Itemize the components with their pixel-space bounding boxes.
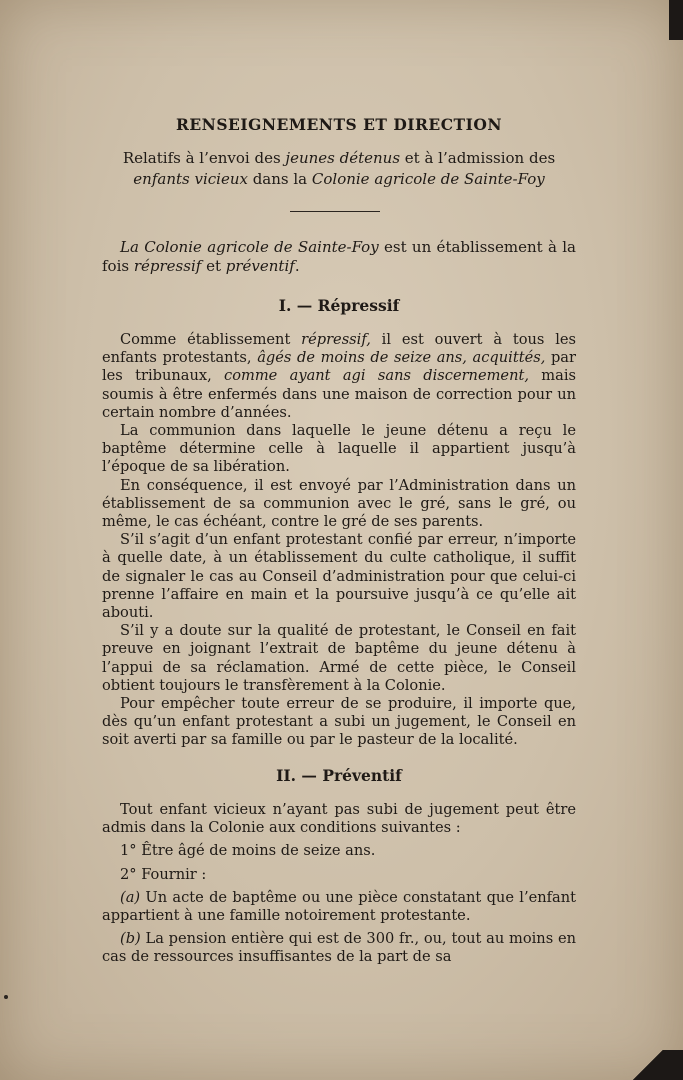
paragraph: Tout enfant vicieux n’ayant pas subi de jugement peut être admis dans la Colonie aux conditions suivantes :: [102, 801, 576, 837]
section-body-repressif: [102, 331, 576, 750]
section-body-preventif: [102, 801, 576, 972]
list-item: 1° Être âgé de moins de seize ans.: [120, 842, 376, 860]
paragraph: En conséquence, il est envoyé par l’Administration dans un établissement de sa communion avec le gré, sans le gré, ou même, le cas échéant, contre le gré de ses parents.: [102, 476, 576, 531]
intro-italic: La Colonie agricole de Sainte-Foy: [120, 238, 379, 256]
intro-italic: préventif: [225, 257, 295, 275]
intro-text: .: [294, 257, 300, 275]
list-item-label: (b): [120, 930, 141, 948]
paragraph: Pour empêcher toute erreur de se produire, il importe que, dès qu’un enfant protestant a subi un jugement, le Conseil en soit averti par sa famille ou par le pasteur de la localité.: [102, 695, 576, 749]
page-subtitle: [102, 148, 576, 190]
paragraph-italic: répressif,: [301, 331, 371, 348]
paragraph-text: il est ouvert à tous les enfants protestants,: [102, 331, 576, 367]
section-heading-repressif: I. — Répressif: [278, 296, 400, 315]
subtitle-text: Relatifs à l’envoi des: [122, 149, 286, 167]
intro-text: est un établissement à la fois: [102, 238, 576, 275]
list-item: 2° Fournir :: [120, 865, 207, 883]
paragraph-italic: comme ayant agi sans discernement,: [224, 367, 529, 385]
intro-paragraph: [102, 238, 576, 276]
intro-text: et: [201, 257, 226, 275]
list-item-text: La pension entière qui est de 300 fr., ou, tout au moins en cas de ressources insuffisantes de la part de sa: [102, 930, 576, 966]
paragraph-text: Comme établissement: [120, 331, 302, 348]
subtitle-text: et à l’admission des: [400, 149, 556, 167]
page-title: RENSEIGNEMENTS ET DIRECTION: [175, 115, 503, 134]
paragraph-text: mais soumis à être enfermés dans une maison de correction pour un certain nombre d’années.: [102, 367, 576, 421]
subtitle-italic: enfants vicieux: [133, 170, 248, 188]
paragraph: S’il s’agit d’un enfant protestant confié par erreur, n’importe à quelle date, à un établissement du culte catholique, il suffit de signaler le cas au Conseil d’administration pour que celui-ci prenne l’affaire en main et la poursuive jusqu’à ce qu’elle ait abouti.: [102, 531, 576, 622]
list-item-label: (a): [120, 888, 141, 906]
paragraph: La communion dans laquelle le jeune détenu a reçu le baptême détermine celle à laquelle il appartient jusqu’à l’époque de sa libération.: [102, 422, 576, 476]
list-item: [102, 930, 576, 966]
paragraph: [102, 331, 576, 422]
intro-italic: répressif: [133, 257, 202, 275]
subtitle-text: dans la: [247, 170, 312, 188]
list-item: [102, 889, 576, 925]
paragraph-italic: âgés de moins de seize ans, acquittés,: [257, 349, 546, 367]
subtitle-italic: jeunes détenus: [285, 149, 401, 167]
title-divider: [290, 211, 380, 212]
page-edge-shadow: [669, 0, 683, 40]
subtitle-italic: Colonie agricole de Sainte-Foy: [311, 170, 545, 188]
paragraph: S’il y a doute sur la qualité de protestant, le Conseil en fait preuve en joignant l’extrait de baptême du jeune détenu à l’appui de sa réclamation. Armé de cette pièce, le Conseil obtient toujours le transfèrement à la Colonie.: [102, 622, 576, 694]
list-item-text: Un acte de baptême ou une pièce constatant que l’enfant appartient à une famille notoirement protestante.: [102, 888, 576, 925]
page-corner-shadow: [613, 1050, 683, 1080]
section-heading-preventif: II. — Préventif: [276, 766, 402, 785]
paragraph-text: par les tribunaux,: [102, 349, 576, 385]
margin-mark: [4, 995, 8, 999]
